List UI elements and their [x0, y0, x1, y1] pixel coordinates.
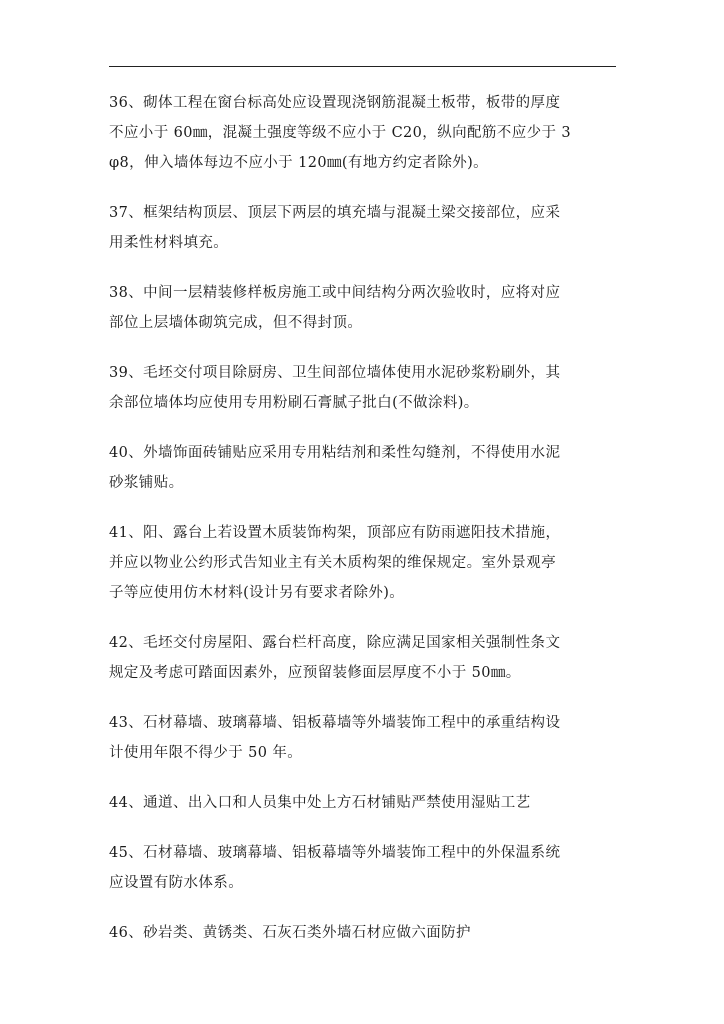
- clause-line: 43、石材幕墙、玻璃幕墙、铝板幕墙等外墙装饰工程中的承重结构设: [109, 715, 561, 731]
- document-body: [109, 88, 616, 968]
- clause-line: 39、毛坯交付项目除厨房、卫生间部位墙体使用水泥砂浆粉刷外，其: [109, 365, 561, 381]
- clause-line: 砂浆铺贴。: [109, 475, 184, 491]
- clause-paragraph: [109, 918, 616, 948]
- clause-paragraph: [109, 788, 616, 818]
- clause-line: 用柔性材料填充。: [109, 235, 229, 251]
- clause-paragraph: [109, 278, 616, 338]
- clause-line: 38、中间一层精装修样板房施工或中间结构分两次验收时，应将对应: [109, 285, 561, 301]
- clause-line: 并应以物业公约形式告知业主有关木质构架的维保规定。室外景观亭: [109, 555, 556, 571]
- clause-line: 41、阳、露台上若设置木质装饰构架，顶部应有防雨遮阳技术措施，: [109, 525, 561, 541]
- clause-line: φ8，伸入墙体每边不应小于 120㎜(有地方约定者除外)。: [109, 155, 489, 171]
- header-rule: [109, 66, 616, 67]
- clause-line: 46、砂岩类、黄锈类、石灰石类外墙石材应做六面防护: [109, 925, 471, 941]
- clause-line: 36、砌体工程在窗台标高处应设置现浇钢筋混凝土板带，板带的厚度: [109, 95, 561, 111]
- clause-line: 40、外墙饰面砖铺贴应采用专用粘结剂和柔性勾缝剂，不得使用水泥: [109, 445, 561, 461]
- clause-line: 44、通道、出入口和人员集中处上方石材铺贴严禁使用湿贴工艺: [109, 795, 531, 811]
- clause-line: 子等应使用仿木材料(设计另有要求者除外)。: [109, 585, 405, 601]
- clause-paragraph: [109, 198, 616, 258]
- clause-paragraph: [109, 518, 616, 608]
- clause-line: 部位上层墙体砌筑完成，但不得封顶。: [109, 315, 363, 331]
- clause-line: 45、石材幕墙、玻璃幕墙、铝板幕墙等外墙装饰工程中的外保温系统: [109, 845, 561, 861]
- clause-paragraph: [109, 88, 616, 178]
- clause-line: 应设置有防水体系。: [109, 875, 244, 891]
- clause-line: 42、毛坯交付房屋阳、露台栏杆高度，除应满足国家相关强制性条文: [109, 635, 561, 651]
- clause-line: 规定及考虑可踏面因素外，应预留装修面层厚度不小于 50㎜。: [109, 665, 521, 681]
- clause-paragraph: [109, 438, 616, 498]
- clause-line: 37、框架结构顶层、顶层下两层的填充墙与混凝土梁交接部位，应采: [109, 205, 561, 221]
- clause-line: 余部位墙体均应使用专用粉刷石膏腻子批白(不做涂料)。: [109, 395, 479, 411]
- clause-line: 不应小于 60㎜，混凝土强度等级不应小于 C20，纵向配筋不应少于 3: [109, 125, 572, 141]
- clause-paragraph: [109, 708, 616, 768]
- clause-paragraph: [109, 358, 616, 418]
- clause-paragraph: [109, 628, 616, 688]
- clause-line: 计使用年限不得少于 50 年。: [109, 745, 303, 761]
- clause-paragraph: [109, 838, 616, 898]
